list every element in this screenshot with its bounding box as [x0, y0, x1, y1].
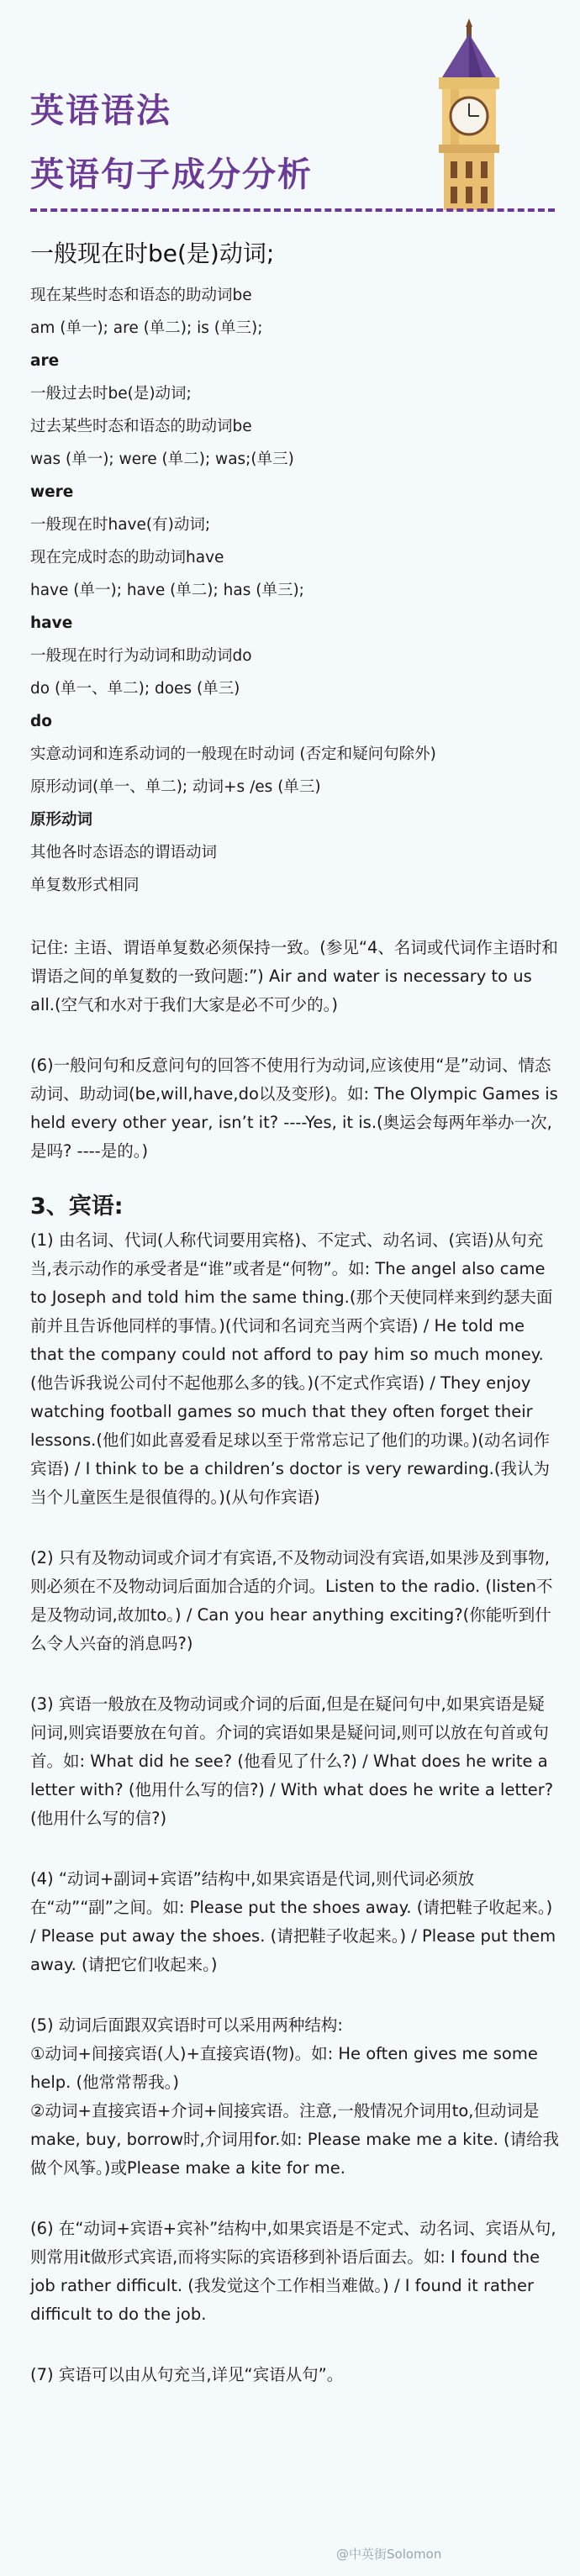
text-line: were [30, 483, 74, 501]
note-paragraph: 记住: 主语、谓语单复数必须保持一致。(参见“4、名词或代词作主语时和谓语之间的单复数的一致问题:”) Air and water is necessary to us all.(空气和水对于我们大家是必不可少的。) [30, 938, 558, 1014]
text-line: am (单一); are (单二); is (单三); [30, 319, 263, 337]
big-ben-illustration [402, 18, 536, 210]
section-heading: 3、宾语: [30, 1193, 124, 1220]
text-line: 其他各时态语态的谓语动词 [30, 844, 218, 861]
text-line: 过去某些时态和语态的助动词be [30, 418, 252, 435]
dashed-divider [30, 208, 555, 212]
header [0, 0, 580, 210]
text-line: 原形动词(单一、单二); 动词+s /es (单三) [30, 778, 321, 796]
text-line: 单复数形式相同 [30, 877, 140, 894]
rule-paragraph: (6) 在“动词+宾语+宾补”结构中,如果宾语是不定式、动名词、宾语从句,则常用it做形式宾语,而将实际的宾语移到补语后面去。如: I found the job rather difficult. (我发觉这个工作相当难做。) / I found it rather difficult to do the job. [30, 2219, 556, 2324]
watermark: @中英街Solomon [336, 2547, 442, 2562]
text-line: 现在某些时态和语态的助动词be [30, 287, 252, 304]
text-line: was (单一); were (单二); was;(单三) [30, 450, 294, 468]
text-line: do (单一、单二); does (单三) [30, 680, 240, 698]
rule-paragraph: ①动词+间接宾语(人)+直接宾语(物)。如: He often gives me some help. (他常常帮我。) [30, 2044, 538, 2092]
rule-paragraph: (1) 由名词、代词(人称代词要用宾格)、不定式、动名词、(宾语)从句充当,表示动作的承受者是“谁”或者是“何物”。如: The angel also came to Joseph and told him the same thing.(那个天使同样来到约瑟夫面前并且告诉他同样的事情。)(代词和名词充当两个宾语) / He told me that the company could not afford to pay him so much money.(他告诉我说公司付不起他那么多的钱。)(不定式作宾语) / They enjoy watching football games so much that they often forget their lessons.(他们如此喜爱看足球以至于常常忘记了他们的功课。)(动名词作宾语) / I think to be a children’s doctor is very rewarding.(我认为当个儿童医生是很值得的。)(从句作宾语) [30, 1230, 553, 1507]
text-line: 一般过去时be(是)动词; [30, 385, 192, 403]
text-line: 实意动词和连系动词的一般现在时动词 (否定和疑问句除外) [30, 745, 436, 763]
rule-paragraph: (3) 宾语一般放在及物动词或介词的后面,但是在疑问句中,如果宾语是疑问词,则宾语要放在句首。介词的宾语如果是疑问词,则可以放在句首或句首。如: What did he see? (他看见了什么?) / What does he write a letter with? (他用什么写的信?) / With what does he write a letter? (他用什么写的信?) [30, 1694, 554, 1828]
text-line: 一般现在时行为动词和助动词do [30, 647, 252, 665]
text-line: are [30, 352, 60, 370]
rule-paragraph: ②动词+直接宾语+介词+间接宾语。注意,一般情况介词用to,但动词是make, buy, borrow时,介词用for.如: Please make me a kite. (请给我做个风筝。)或Please make a kite for me. [30, 2101, 560, 2178]
rule-paragraph: (2) 只有及物动词或介词才有宾语,不及物动词没有宾语,如果涉及到事物,则必须在不及物动词后面加合适的介词。Listen to the radio. (listen不是及物动词,故加to。) / Can you hear anything exciting?(你能听到什么令人兴奋的消息吗?) [30, 1548, 553, 1653]
text-line: do [30, 713, 52, 730]
section-heading: 一般现在时be(是)动词; [30, 240, 275, 267]
rule-paragraph: (5) 动词后面跟双宾语时可以采用两种结构: [30, 2015, 343, 2035]
rule-paragraph: (6)一般问句和反意问句的回答不使用行为动词,应该使用“是”动词、情态动词、助动词(be,will,have,do以及变形)。如: The Olympic Games is held every other year, isn’t it? ----Yes, it is.(奥运会每两年举办一次,是吗? ----是的。) [30, 1056, 558, 1161]
text-line: 现在完成时态的助动词have [30, 549, 224, 566]
text-line: 原形动词 [30, 811, 93, 829]
rule-paragraph: (4) “动词+副词+宾语”结构中,如果宾语是代词,则代词必须放在“动”“副”之间。如: Please put the shoes away. (请把鞋子收起来。) / Please put away the shoes. (请把鞋子收起来。) / Please put them away. (请把它们收起来。) [30, 1869, 556, 1974]
rule-paragraph: (7) 宾语可以由从句充当,详见“宾语从句”。 [30, 2365, 344, 2384]
text-line: 一般现在时have(有)动词; [30, 516, 211, 534]
page-title: 英语语法 [30, 92, 171, 130]
page-subtitle: 英语句子成分分析 [30, 155, 313, 194]
text-line: have [30, 614, 73, 632]
article-body [30, 235, 560, 2389]
text-line: have (单一); have (单二); has (单三); [30, 582, 304, 599]
